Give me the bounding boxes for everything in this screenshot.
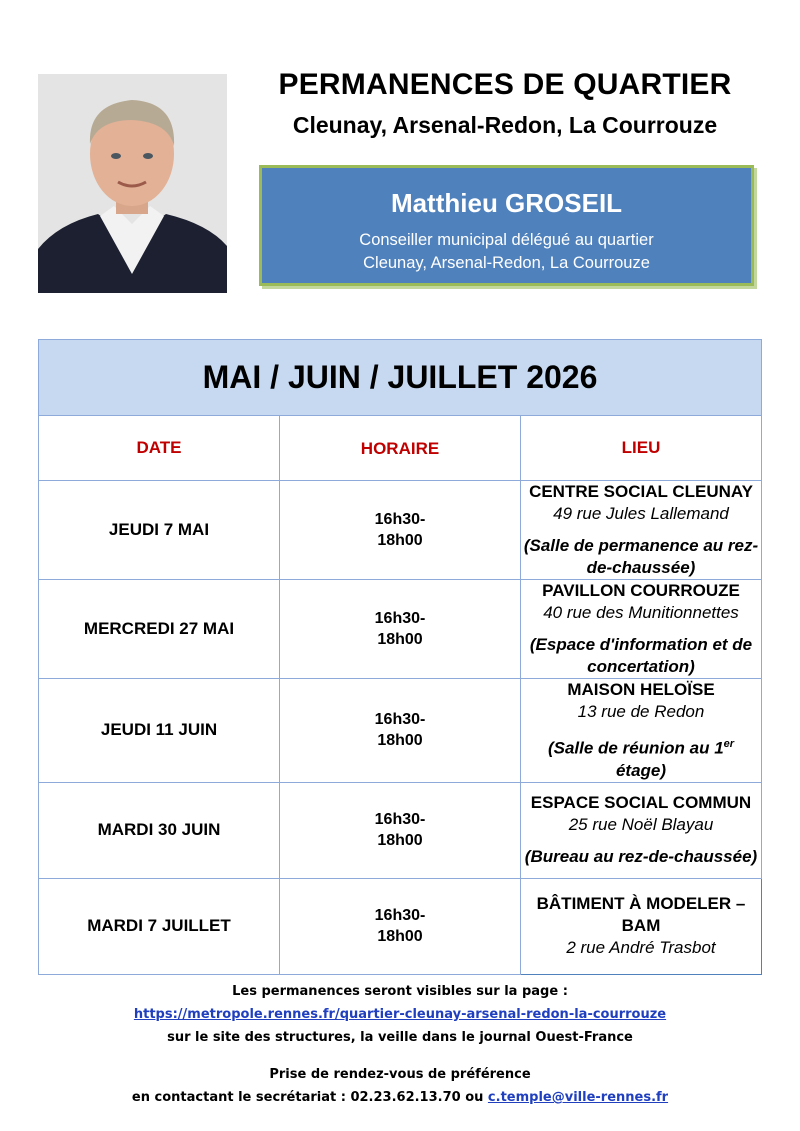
column-header-date: DATE bbox=[39, 416, 280, 481]
official-portrait bbox=[38, 74, 227, 293]
row-time bbox=[280, 878, 521, 974]
row-date: MERCREDI 27 MAI bbox=[39, 580, 280, 679]
page-title: PERMANENCES DE QUARTIER bbox=[278, 68, 732, 101]
row-date: MARDI 7 JUILLET bbox=[39, 878, 280, 974]
row-time-start: 16h30- bbox=[374, 811, 426, 829]
column-header-time: HORAIRE bbox=[280, 416, 521, 481]
row-place bbox=[521, 679, 762, 783]
row-time-start: 16h30- bbox=[374, 711, 426, 729]
row-time-end: 18h00 bbox=[377, 928, 423, 946]
email-link[interactable]: c.temple@ville-rennes.fr bbox=[487, 1090, 669, 1105]
table-row bbox=[39, 782, 762, 878]
row-time-end: 18h00 bbox=[377, 732, 423, 750]
place-address: 13 rue de Redon bbox=[577, 702, 705, 721]
place-address: 40 rue des Munitionnettes bbox=[543, 603, 739, 622]
row-time-end: 18h00 bbox=[377, 832, 423, 850]
place-name: CENTRE SOCIAL CLEUNAY bbox=[529, 482, 753, 501]
table-row bbox=[39, 481, 762, 580]
place-address: 49 rue Jules Lallemand bbox=[553, 504, 729, 523]
place-address: 2 rue André Trasbot bbox=[566, 938, 716, 958]
page-subtitle: Cleunay, Arsenal-Redon, La Courrouze bbox=[292, 112, 718, 138]
row-time-start: 16h30- bbox=[374, 511, 426, 528]
row-place bbox=[521, 481, 762, 580]
footer-line-visibility: Les permanences seront visibles sur la page : bbox=[232, 984, 568, 999]
row-date: MARDI 30 JUIN bbox=[39, 782, 280, 878]
official-role-line2: Cleunay, Arsenal-Redon, La Courrouze bbox=[363, 254, 650, 272]
row-time-start: 16h30- bbox=[374, 907, 426, 925]
official-name: Matthieu GROSEIL bbox=[390, 188, 623, 218]
schedule-period: MAI / JUIN / JUILLET 2026 bbox=[39, 340, 762, 416]
footer-line-structures: sur le site des structures, la veille dans le journal Ouest-France bbox=[167, 1030, 633, 1045]
row-time-start: 16h30- bbox=[374, 610, 426, 627]
contact-text: en contactant le secrétariat : 02.23.62.13.70 ou bbox=[131, 1090, 488, 1105]
row-time bbox=[280, 782, 521, 878]
official-role-line1: Conseiller municipal délégué au quartier bbox=[359, 231, 654, 249]
place-name: BÂTIMENT À MODELER – BAM bbox=[536, 894, 746, 936]
row-time-end: 18h00 bbox=[377, 631, 423, 648]
table-row bbox=[39, 580, 762, 679]
table-row bbox=[39, 878, 762, 974]
place-note bbox=[521, 733, 761, 782]
row-time bbox=[280, 679, 521, 783]
place-note: (Salle de permanence au rez-de-chaussée) bbox=[523, 536, 759, 577]
official-info-box bbox=[259, 165, 754, 286]
place-note-superscript: er bbox=[723, 738, 735, 750]
place-note: (Espace d'information et de concertation) bbox=[529, 635, 753, 676]
row-place bbox=[521, 580, 762, 679]
row-place bbox=[521, 782, 762, 878]
table-row bbox=[39, 679, 762, 783]
footer-link-line bbox=[38, 1003, 762, 1026]
row-time-end: 18h00 bbox=[377, 532, 423, 549]
metropole-link[interactable]: https://metropole.rennes.fr/quartier-cleunay-arsenal-redon-la-courrouze bbox=[133, 1007, 667, 1022]
column-header-place: LIEU bbox=[521, 416, 762, 481]
place-name: PAVILLON COURROUZE bbox=[542, 581, 740, 600]
footer-line-appointment: Prise de rendez-vous de préférence bbox=[269, 1067, 531, 1082]
place-note: (Bureau au rez-de-chaussée) bbox=[524, 847, 758, 867]
place-address: 25 rue Noël Blayau bbox=[568, 815, 714, 835]
row-time bbox=[280, 580, 521, 679]
row-time bbox=[280, 481, 521, 580]
place-note-text-end: étage) bbox=[615, 760, 667, 780]
row-place bbox=[521, 878, 762, 974]
row-date: JEUDI 11 JUIN bbox=[39, 679, 280, 783]
schedule-table bbox=[38, 339, 762, 975]
place-name: MAISON HELOÏSE bbox=[567, 680, 715, 699]
footer-info bbox=[38, 980, 762, 1109]
row-date: JEUDI 7 MAI bbox=[39, 481, 280, 580]
official-role bbox=[262, 229, 751, 275]
place-note-text: (Salle de réunion au 1 bbox=[547, 738, 724, 758]
footer-line-contact bbox=[38, 1086, 762, 1109]
place-name: ESPACE SOCIAL COMMUN bbox=[530, 793, 752, 813]
